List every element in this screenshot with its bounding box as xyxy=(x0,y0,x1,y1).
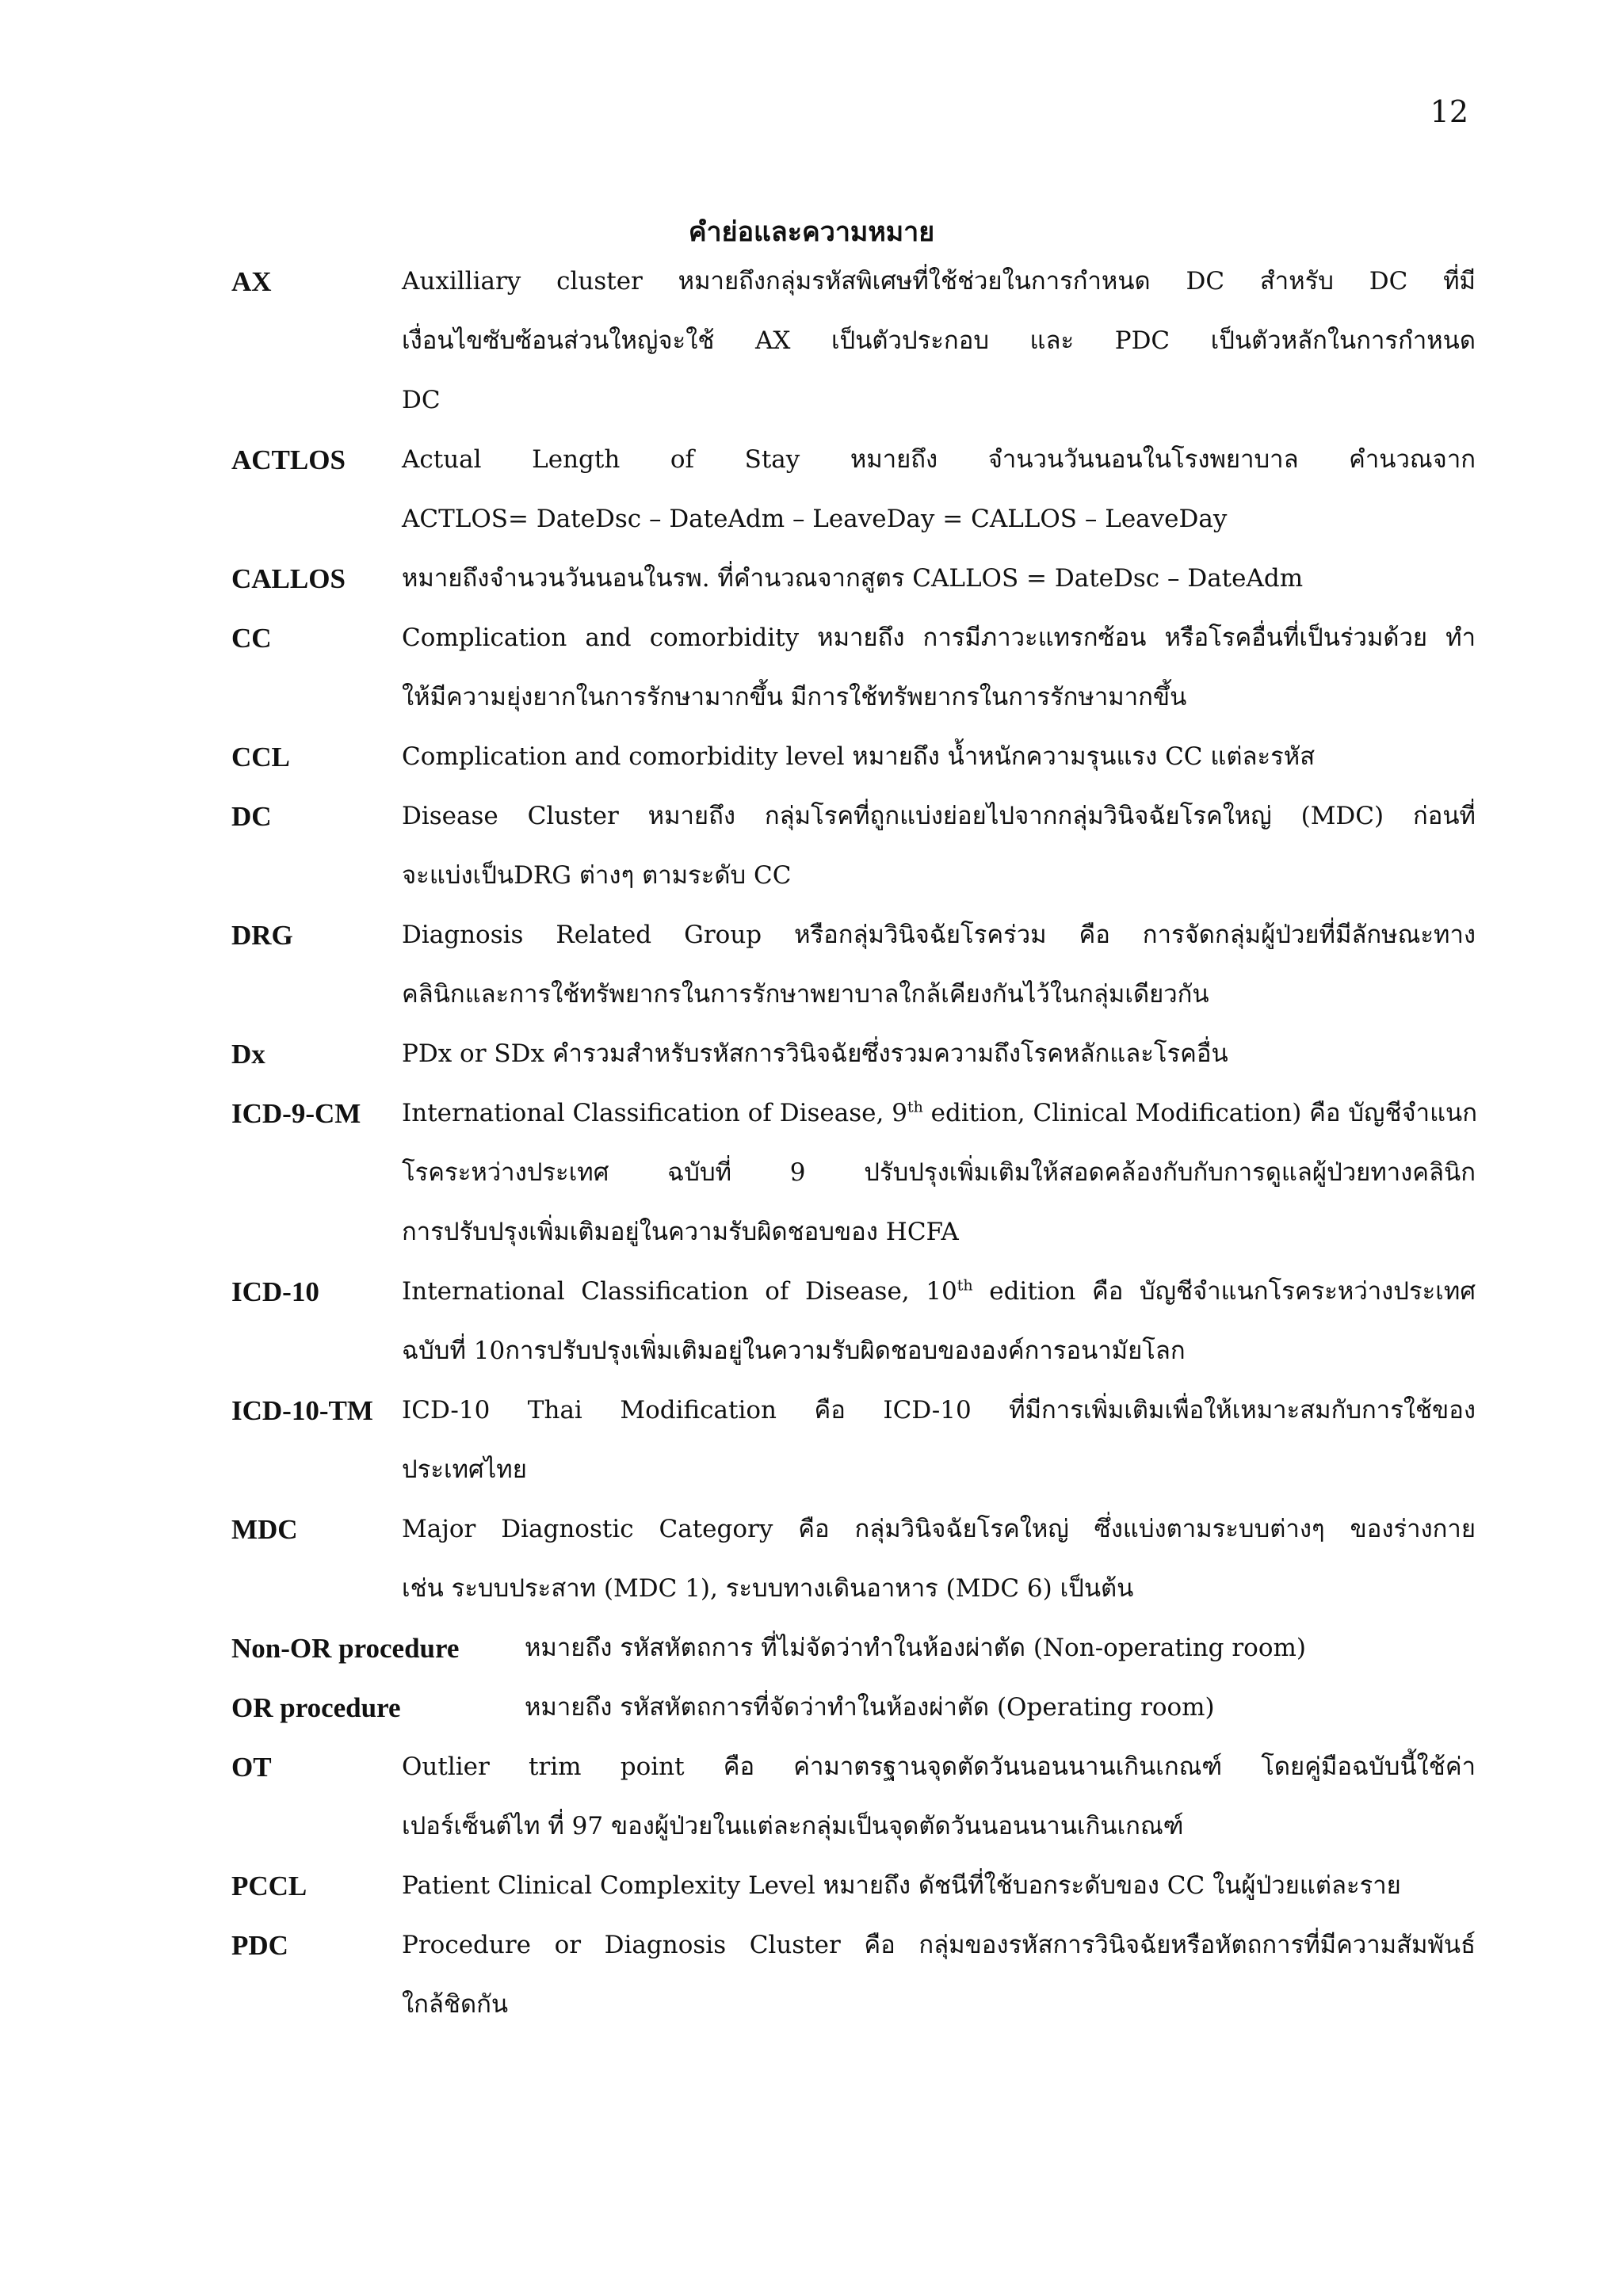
glossary-entry xyxy=(231,1024,1476,1084)
definition-line: เงื่อนไขซับซ้อนส่วนใหญ่จะใช้ AX เป็นตัวประกอบ และ PDC เป็นตัวหลักในการกำหนด xyxy=(402,326,1476,355)
glossary-definition xyxy=(402,1262,1476,1381)
definition-line: ให้มีความยุ่งยากในการรักษามากขึ้น มีการใช้ทรัพยากรในการรักษามากขึ้น xyxy=(402,683,1187,711)
page-title: คำย่อและความหมาย xyxy=(688,216,935,248)
definition-line: ACTLOS= DateDsc – DateAdm – LeaveDay = CALLOS – LeaveDay xyxy=(402,505,1228,533)
glossary-entry xyxy=(231,1916,1476,2035)
definition-line: Complication and comorbidity หมายถึง การมีภาวะแทรกซ้อน หรือโรคอื่นที่เป็นร่วมด้วย ทำ xyxy=(402,624,1476,652)
definition-line: Auxilliary cluster หมายถึงกลุ่มรหัสพิเศษที่ใช้ช่วยในการกำหนด DC สำหรับ DC ที่มี xyxy=(402,267,1476,296)
glossary-definition xyxy=(402,252,1476,430)
ordinal-superscript: th xyxy=(957,1276,973,1295)
glossary-term: AX xyxy=(231,266,272,297)
glossary-entry xyxy=(231,906,1476,1024)
definition-line: Patient Clinical Complexity Level หมายถึง ดัชนีที่ใช้บอกระดับของ CC ในผู้ป่วยแต่ละราย xyxy=(402,1871,1401,1900)
glossary-definition xyxy=(402,1084,1476,1262)
definition-line: Outlier trim point คือ ค่ามาตรฐานจุดตัดวันนอนนานเกินเกณฑ์ โดยคู่มือฉบับนี้ใช้ค่า xyxy=(402,1753,1476,1781)
glossary-list xyxy=(231,252,1476,2035)
glossary-definition xyxy=(402,727,1476,787)
glossary-entry xyxy=(231,1678,1476,1737)
glossary-definition xyxy=(402,1916,1476,2035)
page-number: 12 xyxy=(1430,94,1468,129)
glossary-entry xyxy=(231,608,1476,727)
definition-line: การปรับปรุงเพิ่มเติมอยู่ในความรับผิดชอบของ HCFA xyxy=(402,1218,959,1246)
definition-line: ใกล้ชิดกัน xyxy=(402,1990,509,2019)
definition-line: Actual Length of Stay หมายถึง จำนวนวันนอนในโรงพยาบาล คำนวณจาก xyxy=(402,445,1476,474)
glossary-definition xyxy=(402,787,1476,906)
glossary-definition xyxy=(402,1737,1476,1856)
definition-line: Complication and comorbidity level หมายถึง น้ำหนักความรุนแรง CC แต่ละรหัส xyxy=(402,742,1316,771)
glossary-definition xyxy=(402,608,1476,727)
glossary-entry xyxy=(231,1381,1476,1500)
glossary-definition xyxy=(525,1619,1476,1678)
glossary-term: PDC xyxy=(231,1930,288,1961)
ordinal-superscript: th xyxy=(907,1098,923,1116)
glossary-entry xyxy=(231,1856,1476,1916)
glossary-term: OR procedure xyxy=(231,1692,401,1723)
glossary-term: Non-OR procedure xyxy=(231,1633,460,1664)
definition-line: โรคระหว่างประเทศ ฉบับที่ 9 ปรับปรุงเพิ่มเติมให้สอดคล้องกับกับการดูแลผู้ป่วยทางคลินิก xyxy=(402,1158,1476,1187)
definition-line: Major Diagnostic Category คือ กลุ่มวินิจฉัยโรคใหญ่ ซึ่งแบ่งตามระบบต่างๆ ของร่างกาย xyxy=(402,1515,1476,1543)
definition-text: International Classification of Disease, 10 xyxy=(402,1277,957,1306)
glossary-term: MDC xyxy=(231,1514,298,1545)
glossary-term: CALLOS xyxy=(231,563,346,594)
glossary-entry xyxy=(231,1262,1476,1381)
glossary-entry xyxy=(231,1500,1476,1619)
definition-line: DC xyxy=(402,386,441,414)
glossary-entry xyxy=(231,1619,1476,1678)
definition-line: Disease Cluster หมายถึง กลุ่มโรคที่ถูกแบ่งย่อยไปจากกลุ่มวินิจฉัยโรคใหญ่ (MDC) ก่อนที่ xyxy=(402,802,1476,830)
glossary-term: ICD-9-CM xyxy=(231,1098,361,1129)
glossary-entry xyxy=(231,549,1476,608)
definition-line: เช่น ระบบประสาท (MDC 1), ระบบทางเดินอาหาร (MDC 6) เป็นต้น xyxy=(402,1574,1134,1603)
glossary-term: ICD-10 xyxy=(231,1276,319,1307)
glossary-definition xyxy=(402,1024,1476,1084)
definition-line: Diagnosis Related Group หรือกลุ่มวินิจฉัยโรคร่วม คือ การจัดกลุ่มผู้ป่วยที่มีลักษณะทาง xyxy=(402,921,1476,949)
glossary-entry xyxy=(231,1737,1476,1856)
glossary-term: CCL xyxy=(231,742,290,772)
glossary-entry xyxy=(231,727,1476,787)
definition-text: edition, Clinical Modification) คือ บัญชีจำแนก xyxy=(922,1099,1478,1127)
glossary-definition xyxy=(402,549,1476,608)
definition-line: หมายถึง รหัสหัตถการที่จัดว่าทำในห้องผ่าตัด (Operating room) xyxy=(525,1693,1215,1722)
glossary-definition xyxy=(402,1381,1476,1500)
glossary-definition xyxy=(402,1856,1476,1916)
glossary-term: DC xyxy=(231,801,272,832)
glossary-definition xyxy=(525,1678,1476,1737)
definition-line: ฉบับที่ 10การปรับปรุงเพิ่มเติมอยู่ในความรับผิดชอบขององค์การอนามัยโลก xyxy=(402,1337,1186,1365)
glossary-term: PCCL xyxy=(231,1871,307,1901)
glossary-definition xyxy=(402,906,1476,1024)
glossary-term: Dx xyxy=(231,1039,265,1070)
definition-text: edition คือ บัญชีจำแนกโรคระหว่างประเทศ xyxy=(972,1277,1476,1306)
glossary-term: DRG xyxy=(231,920,293,951)
glossary-definition xyxy=(402,1500,1476,1619)
definition-line: หมายถึงจำนวนวันนอนในรพ. ที่คำนวณจากสูตร CALLOS = DateDsc – DateAdm xyxy=(402,564,1304,593)
glossary-entry xyxy=(231,787,1476,906)
glossary-term: ACTLOS xyxy=(231,444,346,475)
glossary-entry xyxy=(231,1084,1476,1262)
definition-line: จะแบ่งเป็นDRG ต่างๆ ตามระดับ CC xyxy=(402,861,792,890)
definition-line: หมายถึง รหัสหัตถการ ที่ไม่จัดว่าทำในห้องผ่าตัด (Non-operating room) xyxy=(525,1634,1306,1662)
glossary-term: CC xyxy=(231,623,272,654)
glossary-term: ICD-10-TM xyxy=(231,1395,373,1426)
glossary-entry xyxy=(231,430,1476,549)
glossary-definition xyxy=(402,430,1476,549)
definition-line: ICD-10 Thai Modification คือ ICD-10 ที่มีการเพิ่มเติมเพื่อให้เหมาะสมกับการใช้ของ xyxy=(402,1396,1476,1425)
definition-line: Procedure or Diagnosis Cluster คือ กลุ่มของรหัสการวินิจฉัยหรือหัตถการที่มีความสัมพันธ์ xyxy=(402,1931,1476,1959)
definition-line: ประเทศไทย xyxy=(402,1455,527,1484)
definition-line xyxy=(402,1262,1476,1322)
definition-line: เปอร์เซ็นต์ไท ที่ 97 ของผู้ป่วยในแต่ละกลุ่มเป็นจุดตัดวันนอนนานเกินเกณฑ์ xyxy=(402,1812,1184,1840)
definition-line: คลินิกและการใช้ทรัพยากรในการรักษาพยาบาลใกล้เคียงกันไว้ในกลุ่มเดียวกัน xyxy=(402,980,1209,1009)
glossary-term: OT xyxy=(231,1752,272,1783)
definition-line: PDx or SDx คำรวมสำหรับรหัสการวินิจฉัยซึ่งรวมความถึงโรคหลักและโรคอื่น xyxy=(402,1039,1228,1068)
definition-text: International Classification of Disease, 9 xyxy=(402,1099,907,1127)
definition-line xyxy=(402,1084,1476,1143)
glossary-entry xyxy=(231,252,1476,430)
